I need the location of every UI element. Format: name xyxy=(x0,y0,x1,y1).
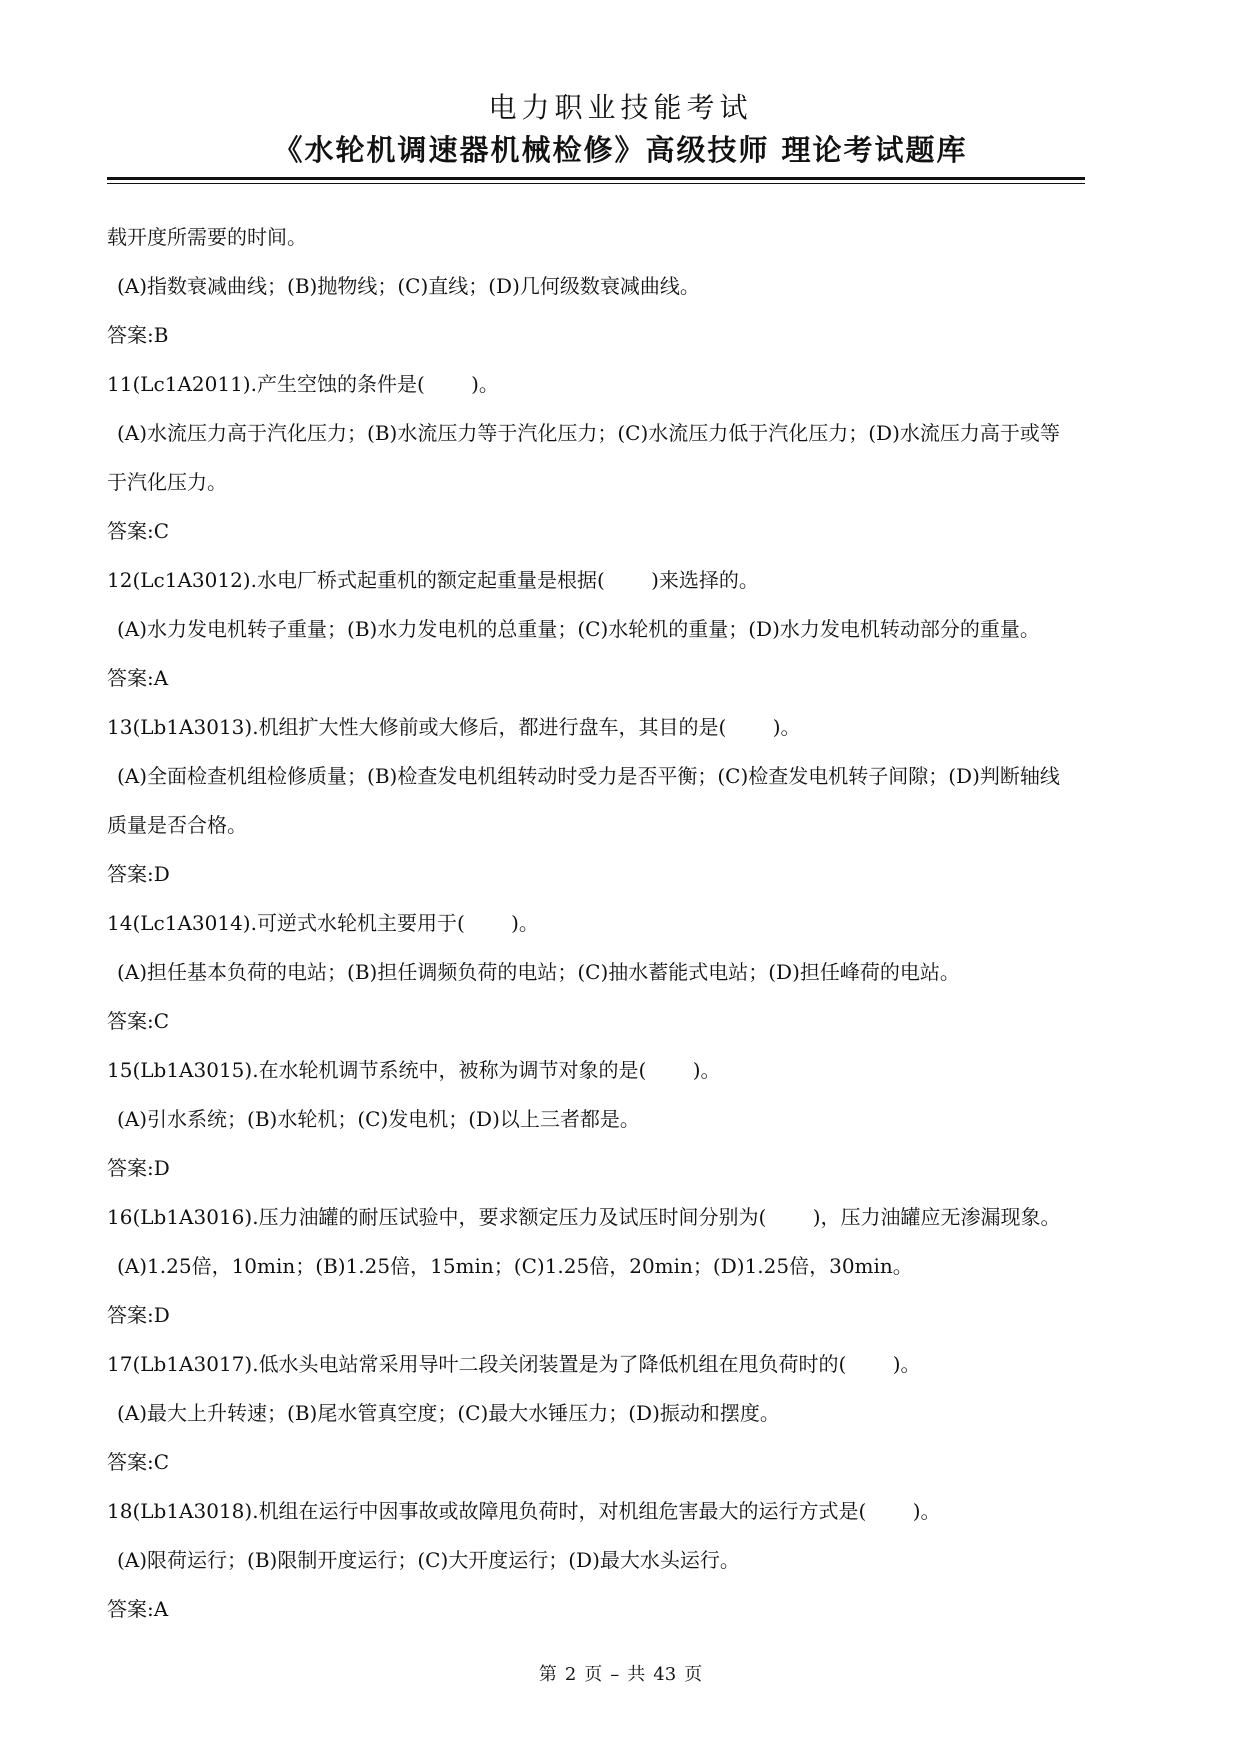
answer-line: 答案:B xyxy=(107,323,169,347)
page-number: 2 xyxy=(564,1664,577,1685)
options-line: (A)指数衰减曲线；(B)抛物线；(C)直线；(D)几何级数衰减曲线。 xyxy=(117,274,700,298)
answer-line: 答案:A xyxy=(107,1597,169,1621)
header-rule-thin xyxy=(107,183,1085,184)
answer-line: 答案:C xyxy=(107,1450,170,1474)
header-rule-thick xyxy=(107,177,1085,180)
options-continuation: 于汽化压力。 xyxy=(107,470,227,494)
answer-line: 答案:D xyxy=(107,862,170,886)
answer-line: 答案:D xyxy=(107,1303,170,1327)
options-line: (A)1.25倍，10min；(B)1.25倍，15min；(C)1.25倍，20min；(D)1.25倍，30min。 xyxy=(117,1254,913,1278)
question-line: 15(Lb1A3015).在水轮机调节系统中，被称为调节对象的是( )。 xyxy=(107,1058,721,1082)
page-header xyxy=(0,0,1241,190)
question-line: 12(Lc1A3012).水电厂桥式起重机的额定起重量是根据( )来选择的。 xyxy=(107,568,759,592)
question-line: 17(Lb1A3017).低水头电站常采用导叶二段关闭装置是为了降低机组在甩负荷时的( )。 xyxy=(107,1352,921,1376)
options-line: (A)限荷运行；(B)限制开度运行；(C)大开度运行；(D)最大水头运行。 xyxy=(117,1548,740,1572)
options-line: (A)担任基本负荷的电站；(B)担任调频负荷的电站；(C)抽水蓄能式电站；(D)担任峰荷的电站。 xyxy=(117,960,960,984)
total-pages: 43 xyxy=(653,1664,677,1685)
page-footer xyxy=(0,1662,1241,1688)
answer-line: 答案:D xyxy=(107,1156,170,1180)
options-line: (A)水流压力高于汽化压力；(B)水流压力等于汽化压力；(C)水流压力低于汽化压力；(D)水流压力高于或等 xyxy=(117,421,1060,445)
options-line: (A)最大上升转速；(B)尾水管真空度；(C)最大水锤压力；(D)振动和摆度。 xyxy=(117,1401,780,1425)
question-line: 13(Lb1A3013).机组扩大性大修前或大修后，都进行盘车，其目的是( )。 xyxy=(107,715,801,739)
exam-title: 《水轮机调速器机械检修》高级技师 理论考试题库 xyxy=(273,133,968,167)
question-continuation: 载开度所需要的时间。 xyxy=(107,225,307,249)
exam-category: 电力职业技能考试 xyxy=(488,91,753,124)
options-line: (A)全面检查机组检修质量；(B)检查发电机组转动时受力是否平衡；(C)检查发电机转子间隙；(D)判断轴线 xyxy=(117,764,1060,788)
total-unit: 页 xyxy=(684,1664,703,1685)
options-line: (A)水力发电机转子重量；(B)水力发电机的总重量；(C)水轮机的重量；(D)水力发电机转动部分的重量。 xyxy=(117,617,1040,641)
options-continuation: 质量是否合格。 xyxy=(107,813,247,837)
footer-dash: – xyxy=(610,1664,620,1685)
options-line: (A)引水系统；(B)水轮机；(C)发电机；(D)以上三者都是。 xyxy=(117,1107,640,1131)
page-unit: 页 xyxy=(584,1664,603,1685)
question-line: 14(Lc1A3014).可逆式水轮机主要用于( )。 xyxy=(107,911,539,935)
question-line: 16(Lb1A3016).压力油罐的耐压试验中，要求额定压力及试压时间分别为( )，压力油罐应无渗漏现象。 xyxy=(107,1205,1061,1229)
question-list xyxy=(107,213,1147,1634)
total-label: 共 xyxy=(627,1664,646,1685)
question-line: 18(Lb1A3018).机组在运行中因事故或故障甩负荷时，对机组危害最大的运行方式是( )。 xyxy=(107,1499,941,1523)
page-label: 第 xyxy=(538,1664,557,1685)
question-line: 11(Lc1A2011).产生空蚀的条件是( )。 xyxy=(107,372,499,396)
answer-line: 答案:C xyxy=(107,1009,170,1033)
answer-line: 答案:C xyxy=(107,519,170,543)
answer-line: 答案:A xyxy=(107,666,169,690)
